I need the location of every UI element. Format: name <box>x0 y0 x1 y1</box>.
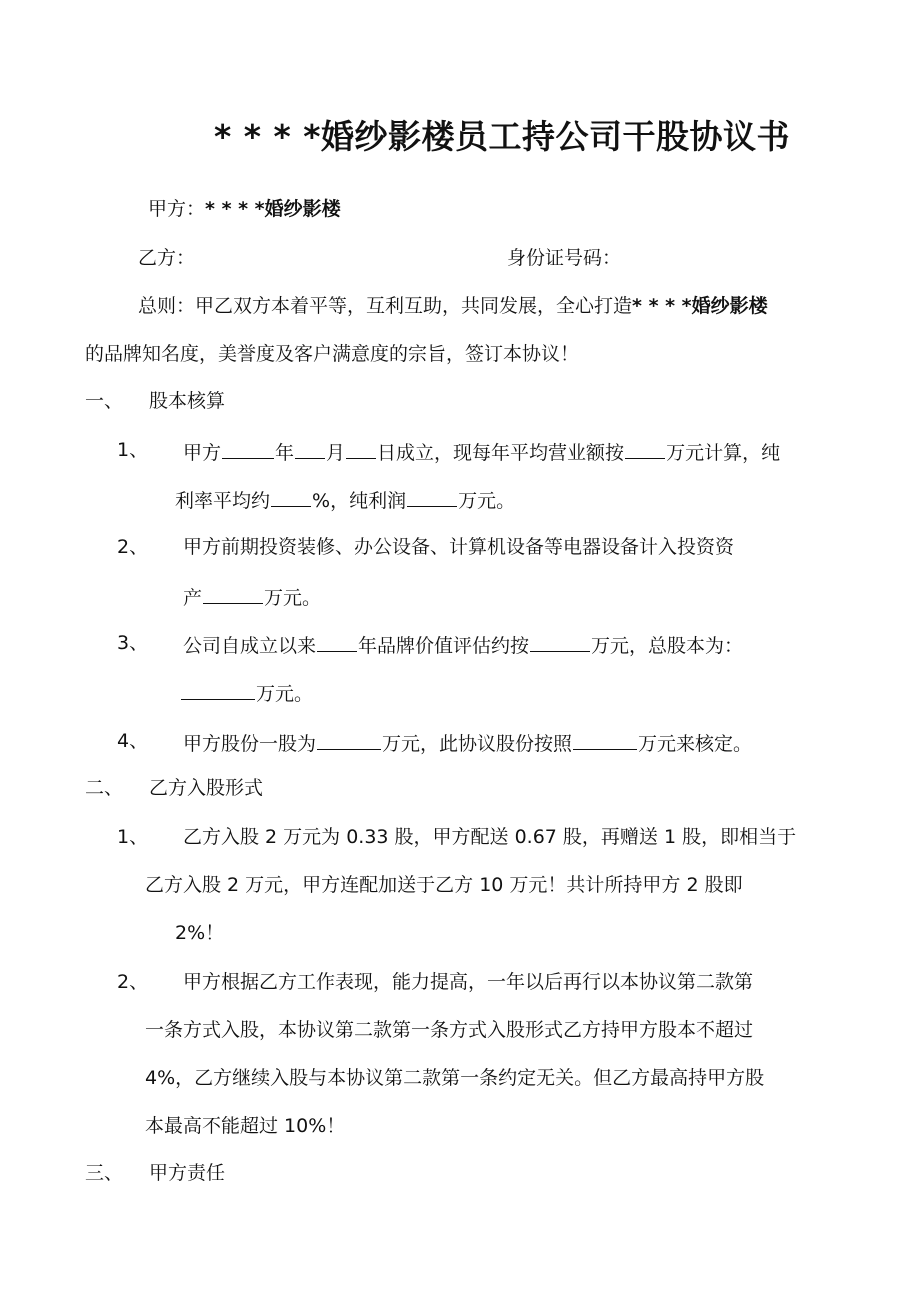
section-2-heading: 乙方入股形式 <box>149 777 264 799</box>
blank-field <box>271 489 311 507</box>
clause-1-2-line2: 产 万元。 <box>183 587 322 609</box>
clause-2-1-line1: 乙方入股 2 万元为 0.33 股，甲方配送 0.67 股，再赠送 1 股，即相当于 <box>183 826 797 848</box>
studio-name: * * * *婚纱影楼 <box>632 295 768 317</box>
blank-field <box>573 732 637 750</box>
blank-field <box>203 586 263 604</box>
section-1-number: 一、 <box>85 390 124 412</box>
item-number: 2、 <box>117 971 149 993</box>
id-number-label: 身份证号码： <box>507 247 622 269</box>
section-1-heading: 股本核算 <box>149 390 226 412</box>
item-number: 4、 <box>117 730 149 752</box>
general-clause-line1: 总则：甲乙双方本着平等，互利互助，共同发展，全心打造* * * *婚纱影楼 <box>138 295 768 317</box>
clause-2-2-line2: 一条方式入股，本协议第二款第一条方式入股形式乙方持甲方股本不超过 <box>145 1019 754 1041</box>
blank-field <box>295 441 325 459</box>
party-a-line <box>148 200 341 219</box>
blank-field <box>317 732 381 750</box>
general-clause-line2: 的品牌知名度，美誉度及客户满意度的宗旨，签订本协议！ <box>85 343 580 365</box>
item-number: 2、 <box>117 536 149 558</box>
clause-1-2-line1: 甲方前期投资装修、办公设备、计算机设备等电器设备计入投资资 <box>183 536 735 558</box>
item-number: 3、 <box>117 632 149 654</box>
section-3-heading: 甲方责任 <box>149 1162 226 1184</box>
blank-field <box>346 441 376 459</box>
party-b-label: 乙方： <box>138 247 196 269</box>
clause-1-4-line1: 甲方股份一股为 万元，此协议股份按照 万元来核定。 <box>183 733 753 755</box>
clause-1-3-line1: 公司自成立以来 年品牌价值评估约按 万元，总股本为： <box>183 635 744 657</box>
blank-field <box>530 634 590 652</box>
item-number: 1、 <box>117 439 149 461</box>
section-3-number: 三、 <box>85 1162 124 1184</box>
document-title: * * * *婚纱影楼员工持公司干股协议书 <box>214 117 790 156</box>
party-a-label: 甲方： <box>148 198 206 220</box>
blank-field <box>625 441 665 459</box>
section-2-number: 二、 <box>85 777 124 799</box>
clause-1-1-line1: 甲方 年 月 日成立，现每年平均营业额按 万元计算，纯 <box>183 442 781 464</box>
clause-2-1-line3: 2%！ <box>175 922 225 944</box>
party-a-value: * * * *婚纱影楼 <box>205 198 341 220</box>
clause-1-3-line2: 万元。 <box>180 682 313 704</box>
item-number: 1、 <box>117 826 149 848</box>
clause-2-1-line2: 乙方入股 2 万元，甲方连配加送于乙方 10 万元！共计所持甲方 2 股即 <box>145 874 743 896</box>
blank-field <box>317 634 357 652</box>
blank-field <box>407 489 457 507</box>
clause-2-2-line3: 4%，乙方继续入股与本协议第二款第一条约定无关。但乙方最高持甲方股 <box>145 1067 765 1089</box>
clause-2-2-line1: 甲方根据乙方工作表现，能力提高，一年以后再行以本协议第二款第 <box>183 971 754 993</box>
blank-field <box>222 441 274 459</box>
clause-1-1-line2: 利率平均约 %，纯利润 万元。 <box>175 490 516 512</box>
clause-2-2-line4: 本最高不能超过 10%！ <box>145 1115 346 1137</box>
blank-field <box>181 682 255 700</box>
